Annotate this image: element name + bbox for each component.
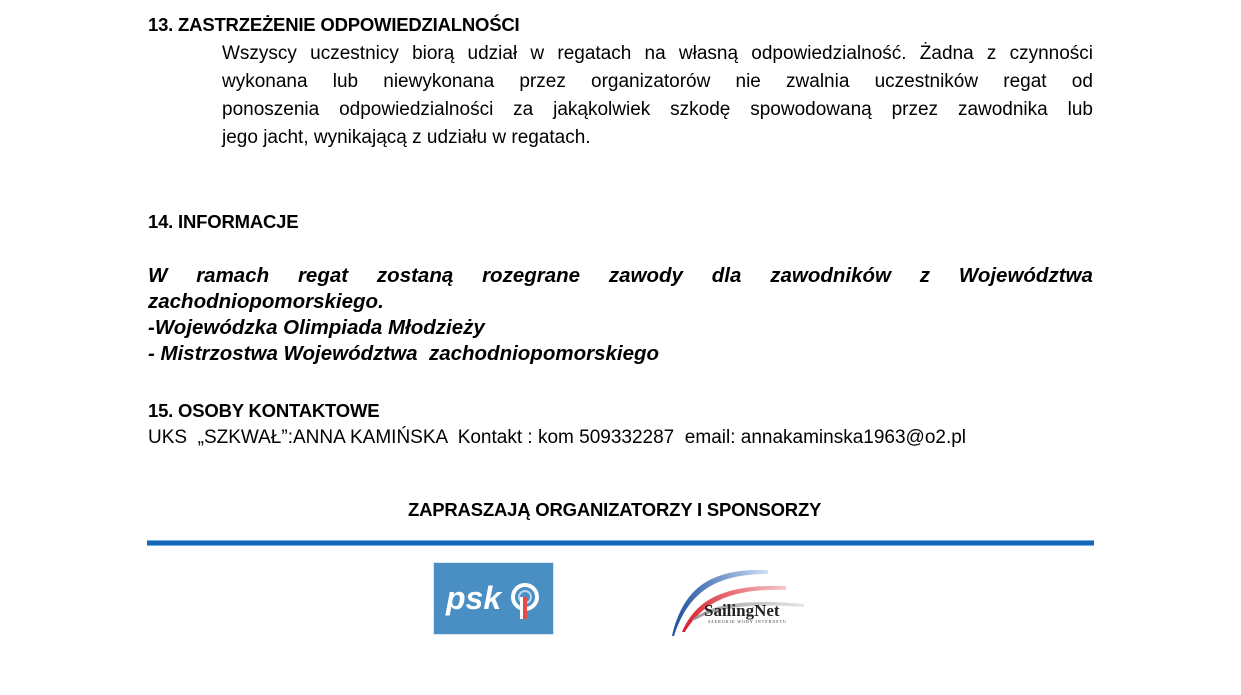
word: udział bbox=[467, 43, 518, 64]
sailingnet-logo-icon bbox=[668, 560, 808, 638]
word: przez bbox=[519, 71, 566, 92]
word: ponoszenia bbox=[222, 99, 320, 120]
section-14-body bbox=[148, 263, 1093, 367]
word: regatach bbox=[557, 43, 632, 64]
section-13-line-1 bbox=[222, 40, 1093, 68]
word: za bbox=[513, 99, 534, 120]
section-15-heading: 15. OSOBY KONTAKTOWE bbox=[148, 400, 380, 421]
word: uczestnicy bbox=[310, 43, 399, 64]
section-13-line-2 bbox=[222, 68, 1093, 96]
word: nie bbox=[735, 71, 761, 92]
word: spowodowaną bbox=[750, 99, 872, 120]
sailingnet-label: SailingNet bbox=[704, 601, 780, 620]
word: od bbox=[1071, 71, 1093, 92]
word: Województwa bbox=[958, 264, 1093, 287]
section-13-body bbox=[222, 40, 1093, 152]
word: niewykonana bbox=[383, 71, 495, 92]
section-14-line-4: - Mistrzostwa Województwa zachodniopomorskiego bbox=[148, 342, 660, 365]
word: zwalnia bbox=[786, 71, 850, 92]
section-13-line-3 bbox=[222, 96, 1093, 124]
word: rozegrane bbox=[482, 264, 581, 287]
word: biorą bbox=[412, 43, 455, 64]
contact-line: UKS „SZKWAŁ”:ANNA KAMIŃSKA Kontakt : kom 509332287 email: annakaminska1963@o2.pl bbox=[148, 427, 967, 448]
section-13-heading: 13. ZASTRZEŻENIE ODPOWIEDZIALNOŚCI bbox=[148, 14, 520, 35]
word: organizatorów bbox=[591, 71, 711, 92]
word: odpowiedzialność. bbox=[751, 43, 907, 64]
word: przez bbox=[891, 99, 939, 120]
word: odpowiedzialności bbox=[339, 99, 494, 120]
word: W bbox=[148, 264, 168, 287]
word: czynności bbox=[1009, 43, 1093, 64]
word: wykonana bbox=[222, 71, 308, 92]
word: lub bbox=[332, 71, 359, 92]
word: szkodę bbox=[670, 99, 731, 120]
word: regat bbox=[297, 264, 349, 287]
word: uczestników bbox=[874, 71, 979, 92]
svg-text:SZEROKIE WODY INTERNETU: SZEROKIE WODY INTERNETU bbox=[708, 619, 787, 624]
section-14-line-1 bbox=[148, 263, 1093, 289]
word: z bbox=[986, 43, 997, 64]
word: lub bbox=[1067, 99, 1093, 120]
psk-logo-icon bbox=[434, 563, 553, 634]
word: ramach bbox=[196, 264, 270, 287]
word: na bbox=[644, 43, 666, 64]
word: zawodników bbox=[770, 264, 891, 287]
word: zawodnika bbox=[957, 99, 1048, 120]
divider-rule bbox=[147, 540, 1094, 546]
word: z bbox=[919, 264, 931, 287]
svg-text:psk: psk bbox=[446, 580, 502, 616]
invite-heading: ZAPRASZAJĄ ORGANIZATORZY I SPONSORZY bbox=[408, 499, 822, 520]
word: zostaną bbox=[376, 264, 454, 287]
word: jakąkolwiek bbox=[553, 99, 651, 120]
word: regat bbox=[1003, 71, 1047, 92]
word: w bbox=[530, 43, 545, 64]
section-14-heading: 14. INFORMACJE bbox=[148, 211, 299, 232]
section-14-line-3: -Wojewódzka Olimpiada Młodzieży bbox=[148, 316, 485, 339]
word: zawody bbox=[608, 264, 683, 287]
word: dla bbox=[711, 264, 742, 287]
section-14-line-2: zachodniopomorskiego. bbox=[148, 290, 384, 313]
word: Żadna bbox=[919, 43, 974, 64]
section-13-line-4: jego jacht, wynikającą z udziału w regatach. bbox=[222, 127, 591, 148]
psk-logo bbox=[433, 562, 554, 635]
sailingnet-logo bbox=[668, 560, 808, 638]
word: własną bbox=[678, 43, 739, 64]
word: Wszyscy bbox=[222, 43, 297, 64]
